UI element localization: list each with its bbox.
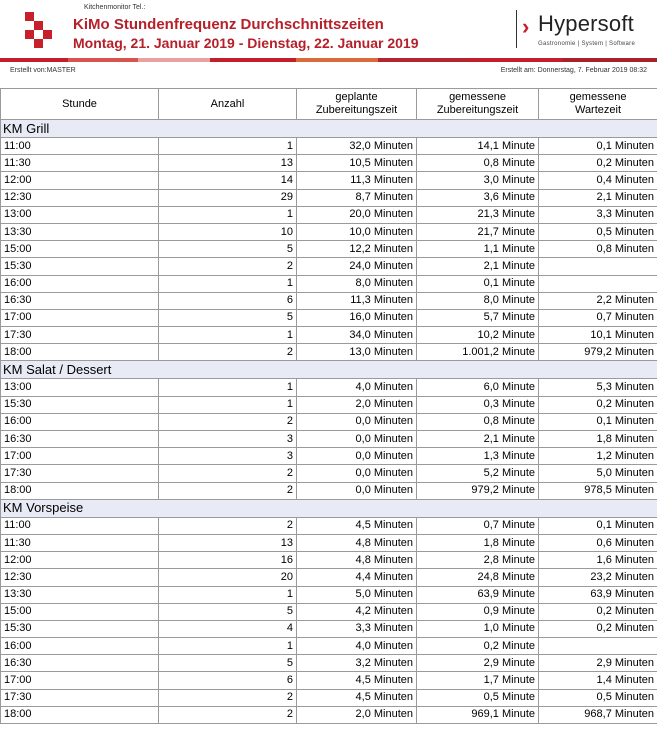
cell-gemessene-wartezeit: 0,8 Minuten: [539, 241, 657, 258]
brand-name: Hypersoft: [538, 11, 634, 36]
cell-stunde: 16:00: [1, 275, 159, 292]
report-title: KiMo Stundenfrequenz Durchschnittszeiten: [73, 16, 384, 33]
brand-divider: [516, 10, 517, 48]
cell-gemessene-zubereitung: 21,7 Minute: [417, 223, 539, 240]
col-geplante: geplante Zubereitungszeit: [297, 89, 417, 120]
cell-anzahl: 3: [159, 431, 297, 448]
cell-geplante: 11,3 Minuten: [297, 292, 417, 309]
cell-gemessene-zubereitung: 0,5 Minute: [417, 689, 539, 706]
table-row: [1, 292, 657, 309]
cell-stunde: 16:30: [1, 655, 159, 672]
cell-stunde: 18:00: [1, 344, 159, 361]
table-row: [1, 155, 657, 172]
cell-gemessene-zubereitung: 979,2 Minute: [417, 482, 539, 499]
report-header: [0, 0, 657, 88]
cell-stunde: 15:00: [1, 241, 159, 258]
table-row: [1, 223, 657, 240]
cell-gemessene-zubereitung: 5,7 Minute: [417, 309, 539, 326]
cell-stunde: 15:00: [1, 603, 159, 620]
frequency-table: [0, 88, 657, 724]
cell-geplante: 4,5 Minuten: [297, 689, 417, 706]
table-row: [1, 482, 657, 499]
cell-anzahl: 1: [159, 638, 297, 655]
table-row: [1, 379, 657, 396]
cell-geplante: 4,4 Minuten: [297, 569, 417, 586]
cell-geplante: 4,2 Minuten: [297, 603, 417, 620]
cell-stunde: 17:30: [1, 327, 159, 344]
table-row: [1, 138, 657, 155]
cell-stunde: 11:00: [1, 517, 159, 534]
cell-anzahl: 14: [159, 172, 297, 189]
cell-geplante: 12,2 Minuten: [297, 241, 417, 258]
cell-anzahl: 1: [159, 379, 297, 396]
cell-gemessene-wartezeit: 979,2 Minuten: [539, 344, 657, 361]
cell-gemessene-wartezeit: 0,7 Minuten: [539, 309, 657, 326]
cell-gemessene-zubereitung: 10,2 Minute: [417, 327, 539, 344]
cell-geplante: 0,0 Minuten: [297, 413, 417, 430]
cell-gemessene-zubereitung: 63,9 Minute: [417, 586, 539, 603]
table-row: [1, 620, 657, 637]
stripe-segment: [0, 58, 68, 62]
cell-anzahl: 5: [159, 603, 297, 620]
cell-gemessene-zubereitung: 2,1 Minute: [417, 258, 539, 275]
created-by: Erstellt von:MASTER: [10, 67, 76, 74]
section-header-row: [1, 120, 657, 138]
cell-geplante: 2,0 Minuten: [297, 706, 417, 723]
cell-gemessene-zubereitung: 0,3 Minute: [417, 396, 539, 413]
cell-anzahl: 2: [159, 344, 297, 361]
cell-geplante: 13,0 Minuten: [297, 344, 417, 361]
cell-geplante: 4,8 Minuten: [297, 534, 417, 551]
cell-stunde: 15:30: [1, 258, 159, 275]
cell-geplante: 32,0 Minuten: [297, 138, 417, 155]
cell-gemessene-zubereitung: 6,0 Minute: [417, 379, 539, 396]
cell-gemessene-wartezeit: 0,1 Minuten: [539, 517, 657, 534]
cell-anzahl: 20: [159, 569, 297, 586]
cell-gemessene-wartezeit: 0,2 Minuten: [539, 620, 657, 637]
cell-gemessene-zubereitung: 1,7 Minute: [417, 672, 539, 689]
cell-geplante: 10,0 Minuten: [297, 223, 417, 240]
cell-gemessene-zubereitung: 14,1 Minute: [417, 138, 539, 155]
cell-gemessene-zubereitung: 0,1 Minute: [417, 275, 539, 292]
cell-stunde: 12:30: [1, 189, 159, 206]
cell-stunde: 17:30: [1, 689, 159, 706]
cell-gemessene-wartezeit: 63,9 Minuten: [539, 586, 657, 603]
cell-gemessene-zubereitung: 2,8 Minute: [417, 552, 539, 569]
cell-gemessene-wartezeit: 0,2 Minuten: [539, 155, 657, 172]
cell-gemessene-wartezeit: 0,1 Minuten: [539, 138, 657, 155]
cell-stunde: 16:00: [1, 638, 159, 655]
table-row: [1, 396, 657, 413]
stripe-segment: [468, 58, 563, 62]
table-row: [1, 517, 657, 534]
cell-stunde: 15:30: [1, 396, 159, 413]
cell-geplante: 4,8 Minuten: [297, 552, 417, 569]
cell-anzahl: 6: [159, 672, 297, 689]
table-row: [1, 189, 657, 206]
table-row: [1, 672, 657, 689]
cell-gemessene-wartezeit: 0,2 Minuten: [539, 396, 657, 413]
section-header-row: [1, 499, 657, 517]
cell-gemessene-zubereitung: 5,2 Minute: [417, 465, 539, 482]
cell-stunde: 17:00: [1, 672, 159, 689]
cell-gemessene-wartezeit: 1,6 Minuten: [539, 552, 657, 569]
cell-stunde: 16:30: [1, 431, 159, 448]
table-row: [1, 172, 657, 189]
kimo-logo-icon: [25, 12, 53, 52]
table-row: [1, 413, 657, 430]
cell-geplante: 3,3 Minuten: [297, 620, 417, 637]
cell-geplante: 0,0 Minuten: [297, 448, 417, 465]
cell-gemessene-wartezeit: 0,5 Minuten: [539, 223, 657, 240]
cell-anzahl: 1: [159, 396, 297, 413]
table-row: [1, 569, 657, 586]
cell-gemessene-zubereitung: 24,8 Minute: [417, 569, 539, 586]
col-gemessene-zubereitung: gemessene Zubereitungszeit: [417, 89, 539, 120]
cell-gemessene-wartezeit: 0,5 Minuten: [539, 689, 657, 706]
cell-anzahl: 13: [159, 155, 297, 172]
cell-stunde: 18:00: [1, 482, 159, 499]
cell-gemessene-wartezeit: 968,7 Minuten: [539, 706, 657, 723]
section-title: KM Salat / Dessert: [1, 361, 657, 379]
cell-geplante: 8,7 Minuten: [297, 189, 417, 206]
cell-gemessene-zubereitung: 0,9 Minute: [417, 603, 539, 620]
cell-anzahl: 2: [159, 689, 297, 706]
cell-anzahl: 2: [159, 465, 297, 482]
stripe-segment: [378, 58, 468, 62]
cell-geplante: 0,0 Minuten: [297, 465, 417, 482]
section-title: KM Vorspeise: [1, 499, 657, 517]
table-row: [1, 431, 657, 448]
cell-anzahl: 10: [159, 223, 297, 240]
table-row: [1, 689, 657, 706]
cell-geplante: 0,0 Minuten: [297, 431, 417, 448]
cell-gemessene-zubereitung: 2,1 Minute: [417, 431, 539, 448]
cell-stunde: 11:00: [1, 138, 159, 155]
cell-gemessene-zubereitung: 0,8 Minute: [417, 155, 539, 172]
table-row: [1, 258, 657, 275]
cell-geplante: 5,0 Minuten: [297, 586, 417, 603]
table-row: [1, 586, 657, 603]
cell-gemessene-wartezeit: 1,4 Minuten: [539, 672, 657, 689]
table-row: [1, 275, 657, 292]
cell-gemessene-zubereitung: 3,0 Minute: [417, 172, 539, 189]
cell-anzahl: 5: [159, 241, 297, 258]
col-gemessene-wartezeit: gemessene Wartezeit: [539, 89, 657, 120]
cell-gemessene-zubereitung: 0,2 Minute: [417, 638, 539, 655]
created-at: Erstellt am: Donnerstag, 7. Februar 2019 08:32: [500, 67, 647, 74]
cell-anzahl: 6: [159, 292, 297, 309]
cell-gemessene-wartezeit: [539, 258, 657, 275]
cell-gemessene-wartezeit: 1,2 Minuten: [539, 448, 657, 465]
cell-gemessene-zubereitung: 8,0 Minute: [417, 292, 539, 309]
cell-geplante: 34,0 Minuten: [297, 327, 417, 344]
cell-stunde: 18:00: [1, 706, 159, 723]
cell-gemessene-zubereitung: 3,6 Minute: [417, 189, 539, 206]
cell-stunde: 12:00: [1, 552, 159, 569]
cell-stunde: 17:30: [1, 465, 159, 482]
cell-geplante: 8,0 Minuten: [297, 275, 417, 292]
cell-anzahl: 5: [159, 655, 297, 672]
table-row: [1, 603, 657, 620]
report-date-range: Montag, 21. Januar 2019 - Dienstag, 22. Januar 2019: [73, 35, 419, 51]
table-row: [1, 344, 657, 361]
header-color-stripe: [0, 58, 657, 62]
cell-anzahl: 1: [159, 586, 297, 603]
cell-gemessene-wartezeit: 978,5 Minuten: [539, 482, 657, 499]
cell-geplante: 16,0 Minuten: [297, 309, 417, 326]
cell-gemessene-wartezeit: 2,2 Minuten: [539, 292, 657, 309]
table-row: [1, 465, 657, 482]
cell-anzahl: 2: [159, 706, 297, 723]
cell-gemessene-zubereitung: 1,0 Minute: [417, 620, 539, 637]
cell-anzahl: 2: [159, 413, 297, 430]
stripe-segment: [138, 58, 210, 62]
cell-stunde: 12:30: [1, 569, 159, 586]
cell-anzahl: 3: [159, 448, 297, 465]
cell-gemessene-wartezeit: 0,6 Minuten: [539, 534, 657, 551]
cell-stunde: 15:30: [1, 620, 159, 637]
table-row: [1, 241, 657, 258]
cell-gemessene-wartezeit: 10,1 Minuten: [539, 327, 657, 344]
cell-anzahl: 13: [159, 534, 297, 551]
kitchenmonitor-label: Kitchenmonitor Tel.:: [84, 4, 146, 11]
cell-gemessene-wartezeit: 2,9 Minuten: [539, 655, 657, 672]
cell-anzahl: 2: [159, 258, 297, 275]
col-anzahl: Anzahl: [159, 89, 297, 120]
cell-gemessene-wartezeit: 2,1 Minuten: [539, 189, 657, 206]
cell-gemessene-zubereitung: 1,3 Minute: [417, 448, 539, 465]
cell-anzahl: 29: [159, 189, 297, 206]
cell-anzahl: 2: [159, 482, 297, 499]
cell-geplante: 4,0 Minuten: [297, 379, 417, 396]
cell-gemessene-zubereitung: 1.001,2 Minute: [417, 344, 539, 361]
cell-gemessene-zubereitung: 0,8 Minute: [417, 413, 539, 430]
cell-stunde: 16:30: [1, 292, 159, 309]
cell-stunde: 12:00: [1, 172, 159, 189]
cell-geplante: 4,0 Minuten: [297, 638, 417, 655]
cell-gemessene-wartezeit: 0,4 Minuten: [539, 172, 657, 189]
table-row: [1, 552, 657, 569]
cell-stunde: 13:00: [1, 379, 159, 396]
brand-tagline: Gastronomie | System | Software: [538, 41, 636, 47]
cell-geplante: 4,5 Minuten: [297, 517, 417, 534]
cell-anzahl: 1: [159, 138, 297, 155]
cell-anzahl: 1: [159, 206, 297, 223]
stripe-segment: [563, 58, 657, 62]
table-row: [1, 655, 657, 672]
cell-anzahl: 16: [159, 552, 297, 569]
table-row: [1, 206, 657, 223]
cell-stunde: 13:30: [1, 223, 159, 240]
stripe-segment: [296, 58, 378, 62]
cell-gemessene-wartezeit: 5,0 Minuten: [539, 465, 657, 482]
cell-stunde: 17:00: [1, 448, 159, 465]
table-header-row: [1, 89, 657, 120]
cell-gemessene-zubereitung: 1,1 Minute: [417, 241, 539, 258]
section-header-row: [1, 361, 657, 379]
cell-stunde: 11:30: [1, 534, 159, 551]
stripe-segment: [68, 58, 138, 62]
cell-anzahl: 1: [159, 275, 297, 292]
cell-geplante: 20,0 Minuten: [297, 206, 417, 223]
stripe-segment: [210, 58, 296, 62]
cell-gemessene-zubereitung: 0,7 Minute: [417, 517, 539, 534]
cell-gemessene-wartezeit: [539, 638, 657, 655]
cell-gemessene-zubereitung: 21,3 Minute: [417, 206, 539, 223]
table-row: [1, 327, 657, 344]
cell-gemessene-wartezeit: 0,1 Minuten: [539, 413, 657, 430]
cell-geplante: 0,0 Minuten: [297, 482, 417, 499]
hypersoft-logo-icon: ›: [522, 14, 530, 39]
cell-gemessene-wartezeit: 5,3 Minuten: [539, 379, 657, 396]
cell-gemessene-wartezeit: [539, 275, 657, 292]
table-row: [1, 638, 657, 655]
table-row: [1, 448, 657, 465]
cell-stunde: 13:00: [1, 206, 159, 223]
cell-stunde: 13:30: [1, 586, 159, 603]
cell-gemessene-wartezeit: 0,2 Minuten: [539, 603, 657, 620]
table-row: [1, 534, 657, 551]
cell-geplante: 24,0 Minuten: [297, 258, 417, 275]
col-stunde: Stunde: [1, 89, 159, 120]
cell-anzahl: 1: [159, 327, 297, 344]
cell-geplante: 10,5 Minuten: [297, 155, 417, 172]
cell-stunde: 11:30: [1, 155, 159, 172]
table-row: [1, 706, 657, 723]
section-title: KM Grill: [1, 120, 657, 138]
cell-gemessene-zubereitung: 1,8 Minute: [417, 534, 539, 551]
table-row: [1, 309, 657, 326]
cell-geplante: 4,5 Minuten: [297, 672, 417, 689]
cell-anzahl: 5: [159, 309, 297, 326]
cell-stunde: 16:00: [1, 413, 159, 430]
cell-stunde: 17:00: [1, 309, 159, 326]
cell-anzahl: 2: [159, 517, 297, 534]
cell-gemessene-zubereitung: 969,1 Minute: [417, 706, 539, 723]
cell-geplante: 3,2 Minuten: [297, 655, 417, 672]
cell-geplante: 11,3 Minuten: [297, 172, 417, 189]
cell-gemessene-zubereitung: 2,9 Minute: [417, 655, 539, 672]
cell-gemessene-wartezeit: 23,2 Minuten: [539, 569, 657, 586]
cell-gemessene-wartezeit: 3,3 Minuten: [539, 206, 657, 223]
cell-gemessene-wartezeit: 1,8 Minuten: [539, 431, 657, 448]
cell-geplante: 2,0 Minuten: [297, 396, 417, 413]
cell-anzahl: 4: [159, 620, 297, 637]
